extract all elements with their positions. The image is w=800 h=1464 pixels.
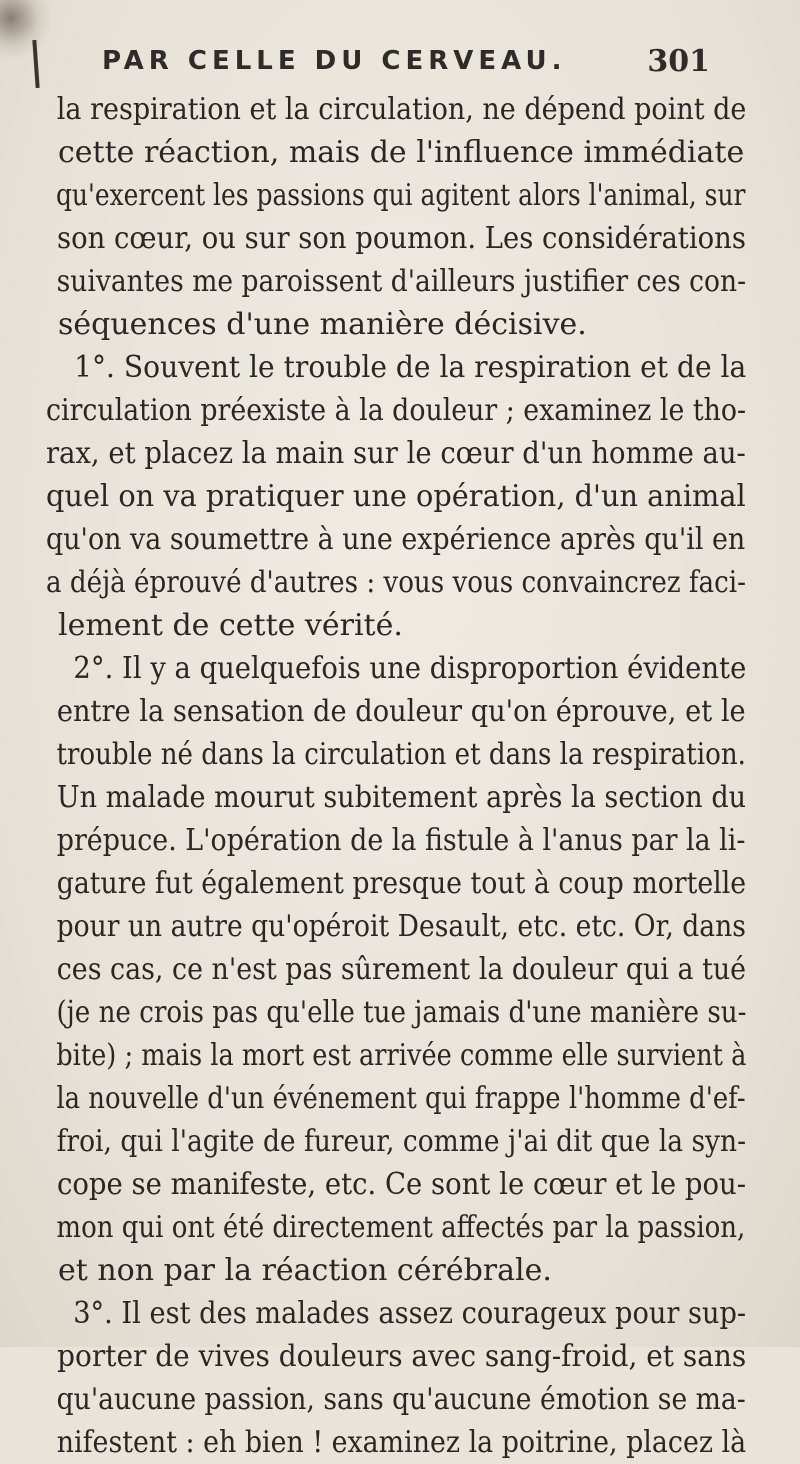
- text-line: gature fut également presque tout à coup mortelle: [56, 866, 747, 901]
- text-line: rax, et placez la main sur le cœur d'un homme au-: [46, 436, 746, 471]
- text-line: quel on va pratiquer une opération, d'un animal: [46, 479, 746, 514]
- text-line: entre la sensation de douleur qu'on éprouve, et le: [56, 694, 746, 729]
- text-line: prépuce. L'opération de la fistule à l'anus par la li-: [56, 823, 746, 858]
- text-line: cope se manifeste, etc. Ce sont le cœur et le pou-: [56, 1167, 747, 1202]
- text-line: nifestent : eh bien ! examinez la poitrine, placez là: [56, 1425, 747, 1460]
- text-line: bite) ; mais la mort est arrivée comme elle survient à: [56, 1038, 747, 1073]
- text-line: ces cas, ce n'est pas sûrement la douleur qui a tué: [56, 952, 747, 987]
- text-line: froi, qui l'agite de fureur, comme j'ai dit que la syn-: [56, 1124, 747, 1159]
- text-line: qu'exercent les passions qui agitent alors l'animal, sur: [55, 178, 746, 213]
- text-line: a déjà éprouvé d'autres : vous vous convaincrez faci-: [46, 565, 746, 600]
- text-line: la respiration et la circulation, ne dépend point de: [56, 92, 747, 127]
- text-line: trouble né dans la circulation et dans la respiration.: [56, 737, 746, 772]
- body-text: [46, 88, 746, 1464]
- text-line: porter de vives douleurs avec sang-froid, et sans: [57, 1339, 747, 1374]
- text-line: suivantes me paroissent d'ailleurs justifier ces con-: [56, 264, 747, 299]
- text-line: 3°. Il est des malades assez courageux pour sup-: [73, 1296, 747, 1331]
- text-line: son cœur, ou sur son poumon. Les considérations: [56, 221, 746, 256]
- text-line: la nouvelle d'un événement qui frappe l'homme d'ef-: [56, 1081, 746, 1116]
- text-line: 2°. Il y a quelquefois une disproportion évidente: [73, 651, 747, 686]
- text-line: Un malade mourut subitement après la section du: [56, 780, 747, 815]
- text-line: circulation préexiste à la douleur ; examinez le tho-: [46, 393, 747, 428]
- running-title: PAR CELLE DU CERVEAU.: [102, 46, 567, 76]
- text-line: 1°. Souvent le trouble de la respiration et de la: [74, 350, 747, 385]
- text-line: mon qui ont été directement affectés par la passion,: [56, 1210, 746, 1245]
- text-line: lement de cette vérité.: [58, 608, 403, 643]
- text-line: (je ne crois pas qu'elle tue jamais d'une manière su-: [56, 995, 747, 1030]
- text-line: qu'aucune passion, sans qu'aucune émotion se ma-: [56, 1382, 746, 1417]
- text-line: séquences d'une manière décisive.: [58, 307, 587, 342]
- page-header: [0, 46, 800, 86]
- text-line: et non par la réaction cérébrale.: [58, 1253, 552, 1288]
- text-line: qu'on va soumettre à une expérience après qu'il en: [46, 522, 746, 557]
- page-number: 301: [647, 44, 710, 79]
- text-line: pour un autre qu'opéroit Desault, etc. etc. Or, dans: [56, 909, 746, 944]
- text-line: cette réaction, mais de l'influence immédiate: [58, 135, 745, 170]
